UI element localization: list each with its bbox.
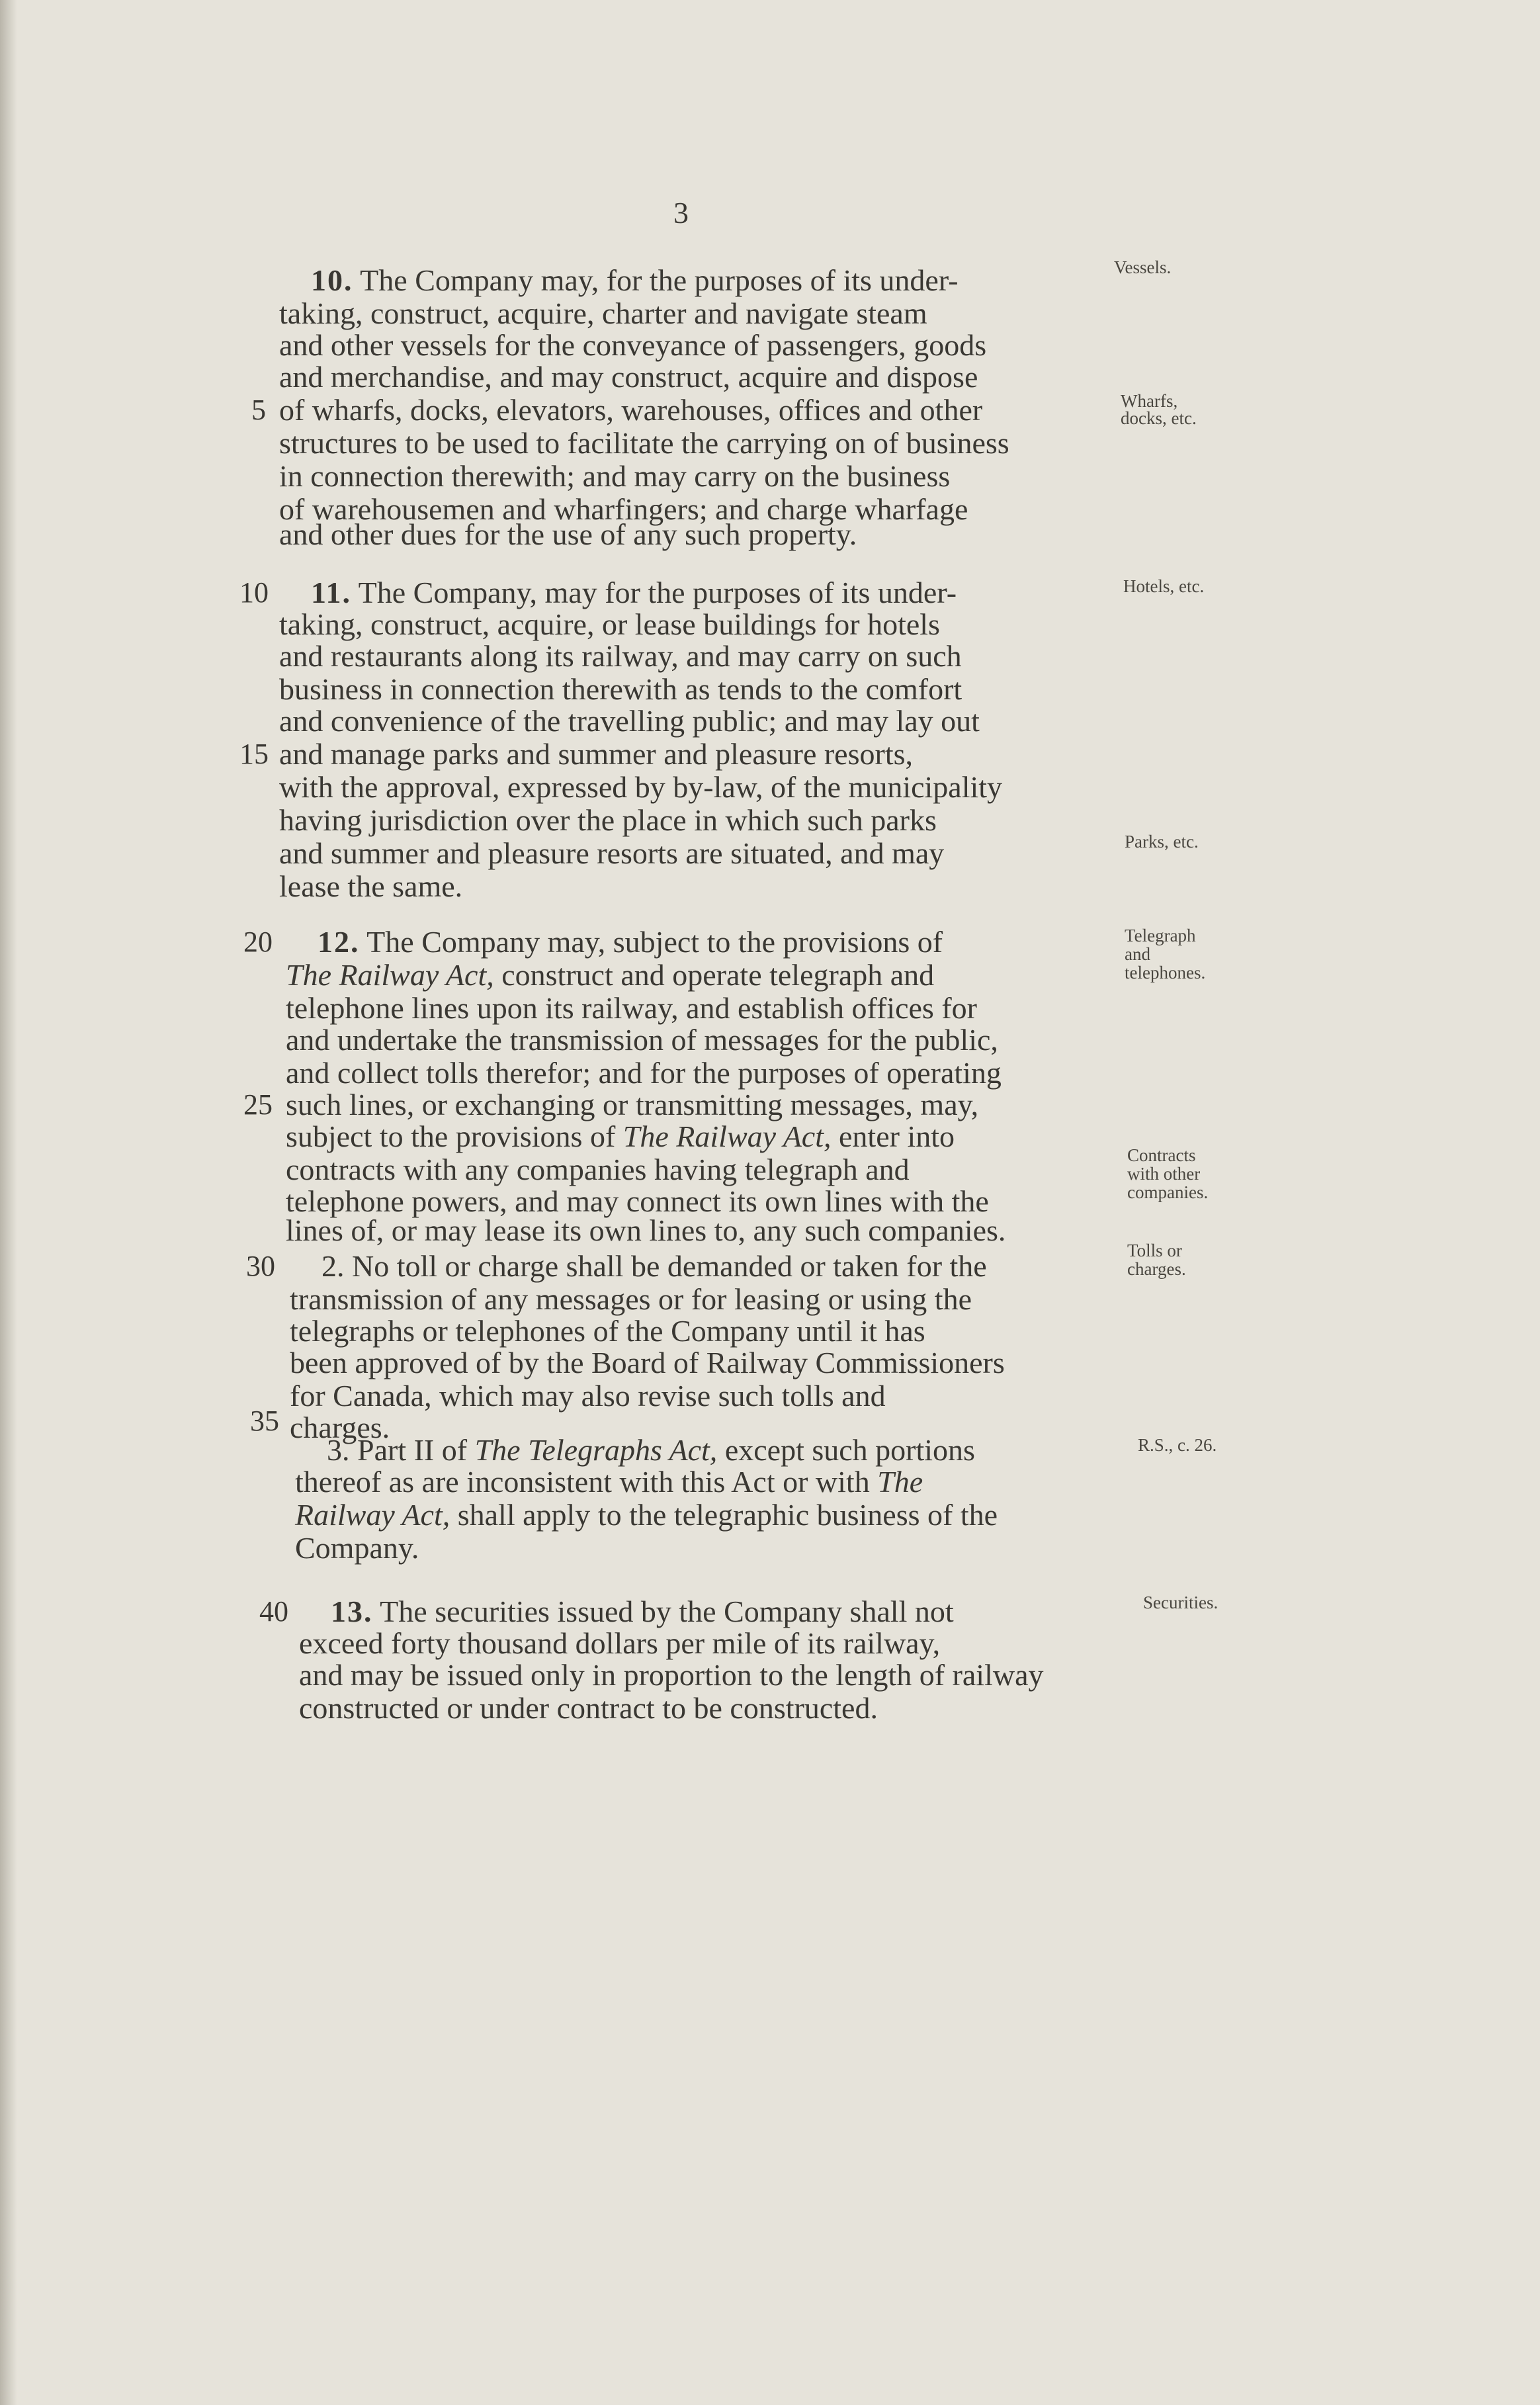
page-number: 3 [673,196,689,230]
text-line: business in connection therewith as tends to the comfort [279,672,962,706]
text-line: thereof as are inconsistent with this Act or with The [295,1465,923,1499]
text-line: lease the same. [279,869,463,903]
marginal-note: telephones. [1125,963,1206,983]
section-number: 12. [318,925,360,959]
line-number: 40 [259,1595,288,1628]
act-reference: The Railway Act, [622,1119,832,1153]
text-line: and other dues for the use of any such property. [279,517,857,551]
text-line: and collect tolls therefor; and for the purposes of operating [286,1056,1002,1090]
line-number: 20 [243,926,273,958]
text-line: having jurisdiction over the place in which such parks [279,803,937,837]
marginal-note: charges. [1127,1259,1186,1279]
marginal-note: Vessels. [1114,257,1172,277]
text-line: and merchandise, and may construct, acquire and dispose [279,360,978,394]
marginal-note: Contracts [1127,1145,1196,1165]
page-binding-edge [0,0,17,2405]
text-line: telegraphs or telephones of the Company until it has [290,1314,925,1348]
act-reference: The Telegraphs Act, [474,1433,718,1467]
text-line: contracts with any companies having telegraph and [286,1153,910,1186]
line-number: 25 [243,1088,273,1121]
marginal-note: and [1125,944,1150,964]
line-number: 30 [246,1250,275,1282]
text-line: 13. The securities issued by the Company shall not [331,1595,954,1628]
text-line: of warehousemen and wharfingers; and charge wharfage [279,492,968,526]
text-line: 2. No toll or charge shall be demanded or taken for the [321,1249,987,1283]
marginal-note: Tolls or [1127,1241,1182,1260]
text-line: subject to the provisions of The Railway Act, enter into [286,1119,955,1153]
text-line: 10. The Company may, for the purposes of its under- [311,263,959,297]
text-line: transmission of any messages or for leasing or using the [290,1282,972,1316]
text-line: Company. [295,1531,419,1565]
text-line: with the approval, expressed by by-law, of the municipality [279,770,1003,804]
line-number: 10 [239,576,269,609]
marginal-note: Parks, etc. [1125,832,1199,852]
act-reference: The Railway Act, [286,958,494,992]
text-line: and restaurants along its railway, and may carry on such [279,639,962,673]
marginal-note: Wharfs, [1121,391,1178,411]
line-number: 15 [239,738,269,770]
text-line: and manage parks and summer and pleasure resorts, [279,737,914,771]
text-line: constructed or under contract to be constructed. [299,1691,878,1725]
text-line: charges. [290,1411,390,1444]
text-line: and undertake the transmission of messages for the public, [286,1023,998,1057]
text-line: and other vessels for the conveyance of passengers, goods [279,328,987,362]
text-line: structures to be used to facilitate the carrying on of business [279,426,1009,460]
marginal-note: docks, etc. [1121,408,1197,428]
text-line: 3. Part II of The Telegraphs Act, except such portions [327,1433,975,1467]
text-line: The Railway Act, construct and operate telegraph and [286,958,935,992]
text-line: for Canada, which may also revise such tolls and [290,1379,886,1413]
text-line: 11. The Company, may for the purposes of its under- [311,576,957,609]
text-line: Railway Act, shall apply to the telegraphic business of the [295,1498,998,1532]
text-line: taking, construct, acquire, or lease buildings for hotels [279,607,940,641]
marginal-note: Hotels, etc. [1123,576,1205,596]
text-line: telephone lines upon its railway, and establish offices for [286,991,977,1025]
line-number: 35 [250,1405,279,1437]
section-number: 11. [311,576,351,609]
text-line: telephone powers, and may connect its own lines with the [286,1184,989,1218]
text-line: exceed forty thousand dollars per mile of its railway, [299,1626,941,1660]
text-line: and summer and pleasure resorts are situated, and may [279,836,945,870]
text-line: taking, construct, acquire, charter and navigate steam [279,296,927,330]
section-number: 10. [311,263,353,297]
act-reference: The [877,1465,923,1499]
marginal-note: Telegraph [1125,926,1196,945]
line-number: 5 [251,394,266,426]
marginal-note: companies. [1127,1182,1209,1202]
act-reference: Railway Act, [295,1498,450,1532]
section-number: 13. [331,1595,373,1628]
text-line: lines of, or may lease its own lines to, any such companies. [286,1213,1006,1247]
text-line: of wharfs, docks, elevators, warehouses, offices and other [279,393,983,427]
marginal-note: with other [1127,1164,1201,1184]
text-line: and may be issued only in proportion to the length of railway [299,1658,1044,1692]
text-line: been approved of by the Board of Railway Commissioners [290,1346,1005,1379]
marginal-note: Securities. [1143,1593,1219,1612]
text-line: and convenience of the travelling public; and may lay out [279,704,980,738]
text-line: in connection therewith; and may carry on the business [279,459,951,493]
text-line: 12. The Company may, subject to the provisions of [318,925,943,959]
text-line: such lines, or exchanging or transmitting messages, may, [286,1088,979,1121]
marginal-note: R.S., c. 26. [1138,1435,1217,1455]
